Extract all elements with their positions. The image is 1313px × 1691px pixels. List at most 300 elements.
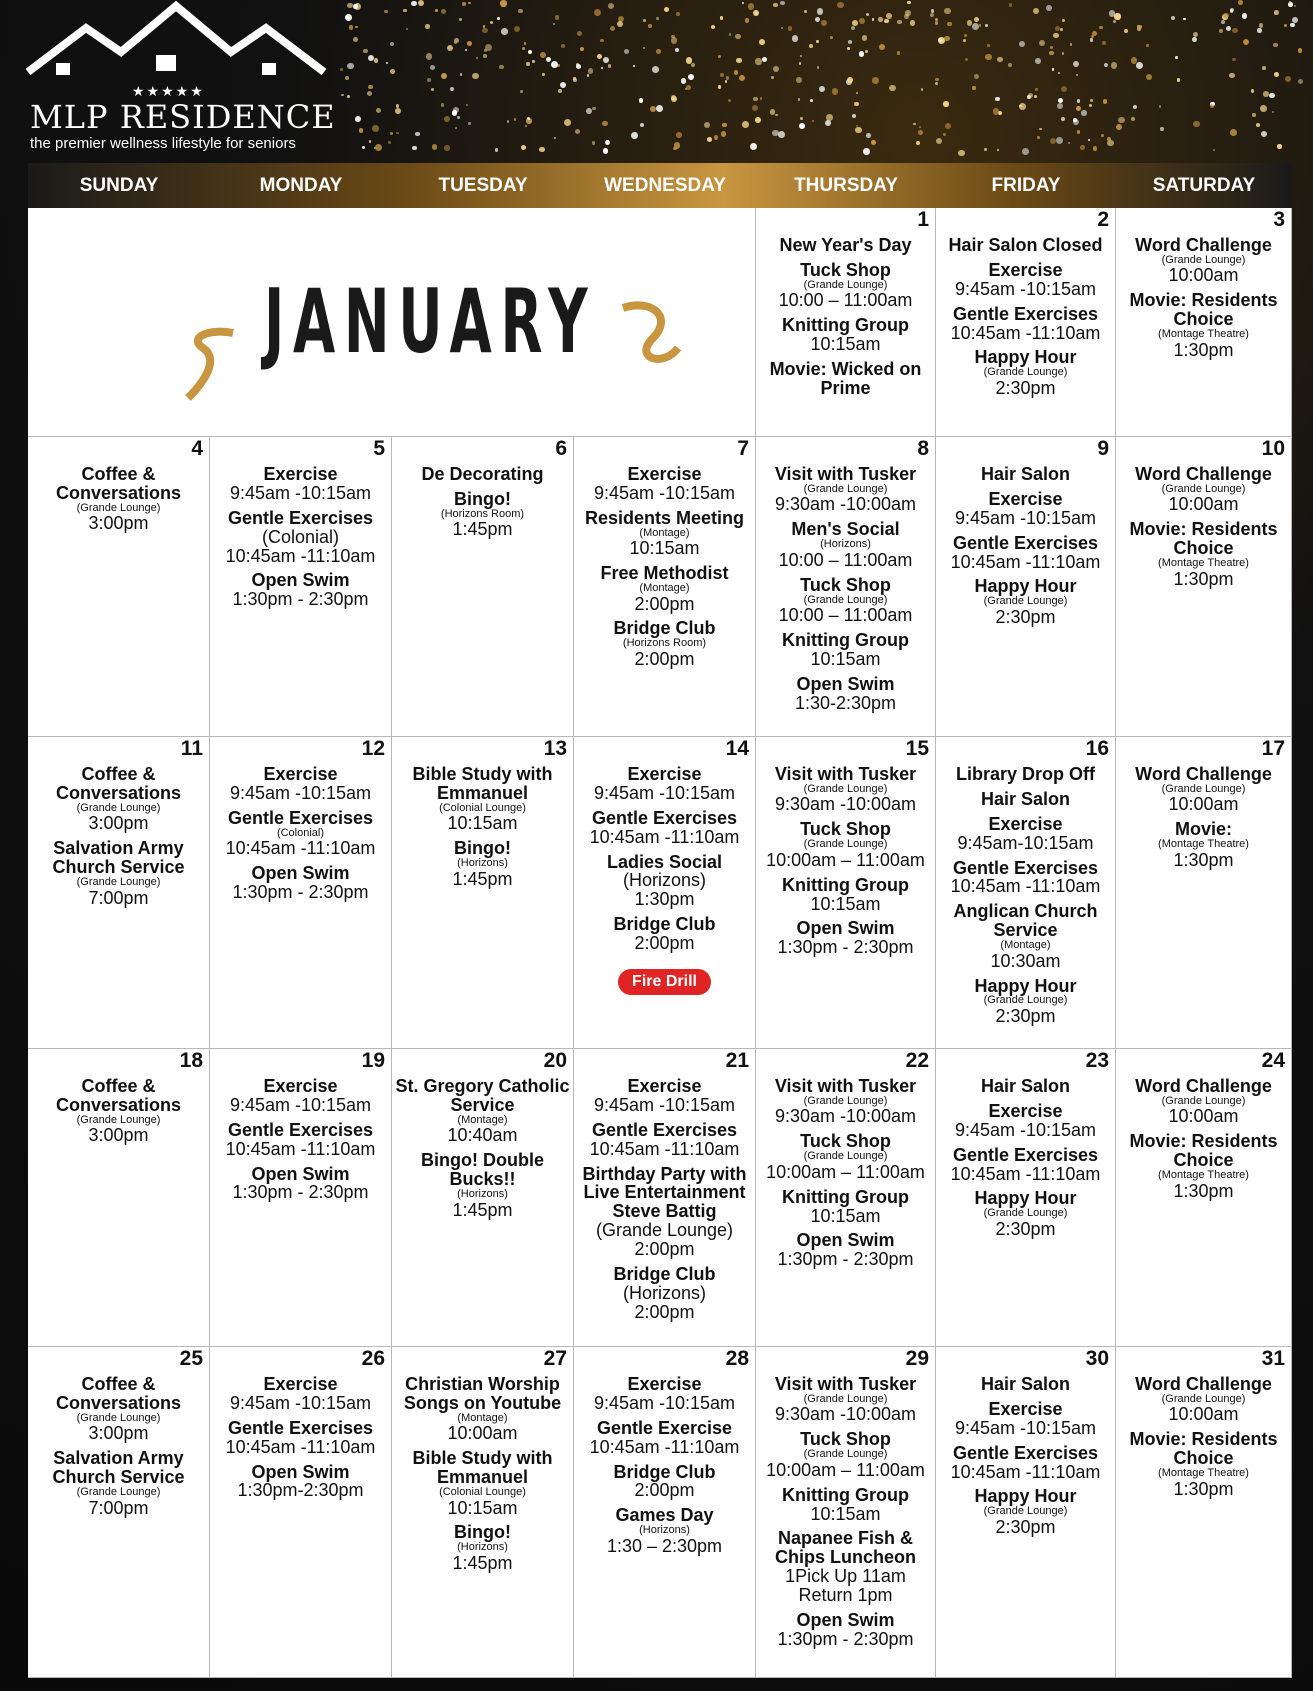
- confetti-dot: [1081, 110, 1087, 116]
- event-time: 1:30pm: [1173, 1180, 1234, 1201]
- confetti-dot: [762, 57, 767, 62]
- confetti-dot: [910, 20, 916, 26]
- calendar-event: [212, 1121, 389, 1159]
- event-time: 3:00pm: [88, 1125, 149, 1146]
- day-number: 11: [180, 737, 203, 760]
- confetti-dot: [1053, 33, 1059, 39]
- confetti-dot: [944, 8, 951, 15]
- event-title: Exercise: [988, 1398, 1063, 1419]
- confetti-dot: [821, 20, 827, 26]
- event-location: (Montage): [639, 526, 690, 539]
- day-number: 28: [725, 1347, 749, 1370]
- confetti-dot: [1263, 91, 1269, 97]
- confetti-dot: [1226, 26, 1231, 31]
- confetti-dot: [728, 99, 732, 103]
- confetti-dot: [500, 0, 506, 6]
- confetti-dot: [347, 95, 350, 98]
- confetti-dot: [411, 1, 416, 6]
- event-location: (Montage Theatre): [1158, 838, 1249, 851]
- calendar-event: [938, 977, 1113, 1026]
- confetti-dot: [369, 140, 371, 142]
- event-time: 2:00pm: [634, 1301, 695, 1322]
- calendar-event: [938, 1400, 1113, 1438]
- calendar-event: [938, 902, 1113, 970]
- event-location: (Grande Lounge): [983, 366, 1068, 379]
- event-location: (Montage Theatre): [1158, 328, 1249, 341]
- confetti-dot: [444, 145, 449, 150]
- confetti-dot: [1104, 63, 1108, 67]
- confetti-dot: [1193, 121, 1199, 127]
- calendar-event: [1118, 1077, 1289, 1126]
- confetti-dot: [1116, 124, 1122, 130]
- event-title: Movie: Residents Choice: [1129, 290, 1278, 330]
- calendar-event: [576, 1463, 753, 1501]
- confetti-dot: [1050, 138, 1056, 144]
- confetti-dot: [1232, 58, 1236, 62]
- day-number: 18: [179, 1049, 203, 1072]
- day-number: 15: [905, 737, 929, 760]
- confetti-dot: [817, 8, 823, 14]
- event-title: Knitting Group: [782, 1186, 909, 1207]
- confetti-dot: [631, 132, 638, 139]
- calendar-event: [1118, 236, 1289, 285]
- event-location: (Grande Lounge): [803, 838, 888, 851]
- confetti-dot: [750, 143, 757, 150]
- weekday-friday: FRIDAY: [991, 174, 1061, 196]
- confetti-dot: [800, 55, 802, 57]
- confetti-dot: [656, 49, 661, 54]
- event-time: 7:00pm: [88, 887, 149, 908]
- confetti-dot: [452, 110, 457, 115]
- calendar-event: [938, 790, 1113, 809]
- event-time: 10:45am -11:10am: [589, 1138, 740, 1159]
- event-location: (Grande Lounge): [803, 1392, 888, 1405]
- day-cell: [756, 1347, 936, 1678]
- event-location: (Grande Lounge): [983, 994, 1068, 1007]
- confetti-dot: [1102, 41, 1106, 45]
- confetti-dot: [460, 73, 463, 76]
- day-cell: [392, 437, 574, 737]
- confetti-dot: [340, 68, 343, 71]
- event-title: Happy Hour: [974, 576, 1077, 597]
- event-location: (Grande Lounge): [803, 278, 888, 291]
- confetti-dot: [1290, 23, 1294, 27]
- calendar-event: [938, 765, 1113, 784]
- event-time: 2:30pm: [995, 1218, 1056, 1239]
- calendar-event: [576, 619, 753, 668]
- month-title-box: [28, 208, 756, 437]
- confetti-dot: [974, 17, 979, 22]
- event-time: 2:00pm: [634, 648, 695, 669]
- confetti-dot: [742, 121, 749, 128]
- calendar-event: [576, 809, 753, 847]
- event-title: Exercise: [627, 1374, 702, 1394]
- confetti-dot: [1131, 117, 1135, 121]
- event-location: (Montage Theatre): [1158, 1169, 1249, 1182]
- confetti-dot: [1039, 40, 1045, 46]
- calendar-event: [758, 1486, 933, 1524]
- confetti-dot: [674, 142, 680, 148]
- confetti-dot: [588, 68, 593, 73]
- confetti-dot: [355, 26, 358, 29]
- weekday-sunday: SUNDAY: [79, 174, 159, 196]
- confetti-dot: [1056, 137, 1063, 144]
- brand-tagline: the premier wellness lifestyle for seniors: [30, 135, 296, 152]
- event-location: (Grande Lounge): [803, 593, 888, 606]
- confetti-dot: [341, 94, 344, 97]
- confetti-dot: [576, 64, 581, 69]
- confetti-dot: [987, 44, 990, 47]
- event-location: (Horizons Room): [622, 637, 707, 650]
- calendar-event: [576, 1165, 753, 1259]
- day-number: 16: [1085, 737, 1109, 760]
- calendar-event: [758, 820, 933, 869]
- confetti-dot: [671, 96, 677, 102]
- confetti-dot: [943, 101, 948, 106]
- confetti-dot: [403, 9, 407, 13]
- event-location: (Horizons): [457, 857, 508, 870]
- confetti-dot: [675, 48, 679, 52]
- calendar-event: [758, 631, 933, 669]
- event-location: (Grande Lounge): [983, 595, 1068, 608]
- confetti-dot: [859, 18, 865, 24]
- confetti-dot: [916, 141, 920, 145]
- calendar-event: [212, 809, 389, 858]
- day-cell: [936, 1347, 1116, 1678]
- confetti-dot: [798, 98, 801, 101]
- confetti-dot: [1035, 88, 1038, 91]
- confetti-dot: [897, 20, 902, 25]
- confetti-dot: [739, 75, 745, 81]
- confetti-dot: [472, 73, 479, 80]
- confetti-dot: [1019, 103, 1026, 110]
- event-note: (Horizons): [622, 1282, 706, 1303]
- event-time: 1:30pm - 2:30pm: [232, 1182, 369, 1203]
- confetti-dot: [918, 130, 923, 135]
- confetti-dot: [1183, 18, 1186, 21]
- confetti-dot: [376, 108, 381, 113]
- calendar-event: [212, 1375, 389, 1413]
- confetti-dot: [476, 57, 478, 59]
- confetti-dot: [855, 127, 862, 134]
- confetti-dot: [656, 17, 659, 20]
- day-cell: [574, 737, 756, 1049]
- day-cell: [392, 737, 574, 1049]
- calendar-event: [758, 520, 933, 569]
- event-title: Gentle Exercises: [591, 1119, 738, 1140]
- confetti-dot: [726, 76, 729, 79]
- day-cell: [574, 1347, 756, 1678]
- confetti-dot: [804, 10, 807, 13]
- calendar-event: [938, 1077, 1113, 1096]
- confetti-dot: [1055, 26, 1060, 31]
- calendar-event: [30, 765, 207, 833]
- confetti-dot: [1062, 52, 1065, 55]
- event-location: (Horizons): [639, 1524, 690, 1537]
- event-title: Gentle Exercises: [591, 807, 738, 828]
- calendar-event: [758, 316, 933, 354]
- calendar-event: [212, 1077, 389, 1115]
- confetti-dot: [345, 76, 349, 80]
- confetti-dot: [656, 105, 663, 112]
- event-title: Hair Salon: [980, 1374, 1071, 1394]
- event-time: 1:45pm: [452, 868, 513, 889]
- event-title: Gentle Exercises: [952, 532, 1099, 553]
- calendar-event: [212, 864, 389, 902]
- confetti-dot: [1050, 46, 1053, 49]
- confetti-dot: [720, 73, 723, 76]
- confetti-dot: [788, 26, 793, 31]
- confetti-dot: [353, 4, 357, 8]
- event-time: 10:45am -11:10am: [950, 322, 1101, 343]
- confetti-dot: [921, 88, 924, 91]
- confetti-dot: [718, 85, 722, 89]
- confetti-dot: [1171, 16, 1175, 20]
- confetti-dot: [671, 37, 677, 43]
- confetti-dot: [605, 140, 611, 146]
- confetti-dot: [1101, 134, 1104, 137]
- confetti-dot: [778, 131, 785, 138]
- event-time: 2:30pm: [995, 1006, 1056, 1026]
- event-time: 9:45am -10:15am: [954, 278, 1097, 299]
- day-number: 14: [725, 737, 749, 760]
- confetti-dot: [459, 18, 462, 21]
- confetti-dot: [467, 41, 473, 47]
- event-time: 10:45am -11:10am: [225, 1436, 376, 1457]
- calendar-event: [576, 765, 753, 803]
- confetti-dot: [1061, 86, 1067, 92]
- event-time: 10:45am -11:10am: [950, 551, 1101, 572]
- confetti-dot: [979, 24, 981, 26]
- confetti-dot: [958, 150, 965, 157]
- event-time: 2:00pm: [634, 593, 695, 614]
- calendar-event: [758, 236, 933, 255]
- confetti-dot: [676, 132, 681, 137]
- confetti-dot: [826, 114, 833, 121]
- event-title: Tuck Shop: [800, 1131, 891, 1152]
- event-title: Anglican Church Service: [953, 901, 1098, 941]
- calendar-event: [394, 839, 571, 888]
- calendar-event: [758, 1375, 933, 1424]
- confetti-dot: [1193, 32, 1198, 37]
- confetti-dot: [1274, 72, 1280, 78]
- event-time: 10:45am -11:10am: [950, 1163, 1101, 1184]
- confetti-dot: [466, 104, 469, 107]
- confetti-dot: [775, 114, 778, 117]
- confetti-dot: [945, 123, 951, 129]
- confetti-dot: [748, 3, 754, 9]
- confetti-dot: [648, 24, 652, 28]
- event-location: (Montage Theatre): [1158, 1467, 1249, 1480]
- confetti-dot: [1251, 89, 1254, 92]
- confetti-dot: [862, 35, 867, 40]
- day-cell: [392, 1347, 574, 1678]
- day-number: 10: [1261, 437, 1285, 460]
- confetti-dot: [468, 2, 470, 4]
- calendar-event: [30, 1449, 207, 1517]
- event-title: Salvation Army Church Service: [52, 1448, 185, 1488]
- confetti-dot: [815, 17, 820, 22]
- event-time: 3:00pm: [88, 513, 149, 534]
- confetti-dot: [1242, 13, 1247, 18]
- event-time: 10:30am: [990, 950, 1061, 971]
- confetti-dot: [1009, 3, 1013, 7]
- day-number: 27: [543, 1347, 567, 1370]
- confetti-dot: [759, 39, 765, 45]
- confetti-dot: [603, 57, 609, 63]
- day-cell: [210, 1049, 392, 1347]
- calendar-event: [938, 305, 1113, 343]
- event-title: Napanee Fish & Chips Luncheon: [775, 1528, 916, 1568]
- confetti-dot: [1232, 28, 1237, 33]
- day-number: 1: [917, 208, 929, 231]
- confetti-dot: [664, 7, 669, 12]
- event-location: (Grande Lounge): [1161, 1094, 1246, 1107]
- confetti-dot: [396, 132, 398, 134]
- confetti-dot: [773, 3, 777, 7]
- weekday-header: [28, 163, 1292, 208]
- confetti-dot: [935, 78, 938, 81]
- event-title: Men's Social: [791, 519, 900, 540]
- event-title: Bridge Club: [613, 1264, 716, 1285]
- confetti-dot: [521, 145, 526, 150]
- confetti-dot: [441, 73, 448, 80]
- event-time: 10:45am -11:10am: [589, 826, 740, 847]
- event-title: Gentle Exercises: [952, 1144, 1099, 1165]
- event-time: 1:30pm - 2:30pm: [777, 937, 914, 958]
- confetti-dot: [1111, 62, 1118, 69]
- calendar-event: [938, 859, 1113, 897]
- confetti-dot: [1028, 93, 1034, 99]
- event-location: (Montage Theatre): [1158, 557, 1249, 570]
- confetti-dot: [518, 9, 523, 14]
- calendar-event: [758, 876, 933, 914]
- calendar-event: [394, 1449, 571, 1517]
- weekday-saturday: SATURDAY: [1152, 174, 1256, 196]
- confetti-dot: [514, 26, 520, 32]
- event-title: Exercise: [263, 1374, 338, 1394]
- event-time: 10:15am: [810, 334, 881, 355]
- event-title: Library Drop Off: [955, 764, 1095, 784]
- confetti-dot: [639, 98, 643, 102]
- confetti-dot: [462, 2, 466, 6]
- event-title: Open Swim: [251, 1163, 350, 1184]
- confetti-dot: [600, 39, 603, 42]
- calendar-event: [938, 577, 1113, 626]
- confetti-dot: [594, 9, 601, 16]
- event-title: Word Challenge: [1135, 1076, 1272, 1096]
- calendar-event: [758, 465, 933, 514]
- confetti-dot: [483, 54, 487, 58]
- gold-ribbon-icon: [178, 318, 248, 408]
- confetti-dot: [1294, 5, 1296, 7]
- calendar-event: [758, 360, 933, 398]
- confetti-dot: [936, 138, 942, 144]
- event-title: Happy Hour: [974, 347, 1077, 368]
- confetti-dot: [497, 17, 500, 20]
- event-time: 1:30pm: [1173, 339, 1234, 360]
- event-location: (Montage): [639, 582, 690, 594]
- event-time: 10:00 – 11:00am: [778, 290, 913, 311]
- confetti-dot: [984, 148, 986, 150]
- calendar-event: [758, 919, 933, 957]
- confetti-dot: [1238, 0, 1243, 5]
- confetti-dot: [347, 3, 352, 8]
- event-location: (Grande Lounge): [76, 801, 161, 814]
- calendar-event: [212, 1165, 389, 1203]
- confetti-dot: [608, 64, 612, 68]
- confetti-dot: [1089, 104, 1092, 107]
- event-location: (Grande Lounge): [1161, 1392, 1246, 1405]
- confetti-dot: [1068, 142, 1070, 144]
- confetti-dot: [930, 13, 934, 17]
- confetti-dot: [878, 17, 882, 21]
- day-number: 12: [361, 737, 385, 760]
- calendar-event: [576, 1419, 753, 1457]
- event-title: Visit with Tusker: [774, 764, 917, 784]
- confetti-dot: [816, 40, 819, 43]
- event-title: Open Swim: [796, 673, 895, 694]
- confetti-dot: [1243, 39, 1249, 45]
- calendar-event: [576, 1375, 753, 1413]
- calendar-event: [576, 1506, 753, 1555]
- confetti-dot: [1060, 28, 1063, 31]
- event-title: Knitting Group: [782, 629, 909, 650]
- calendar-event: [758, 675, 933, 713]
- confetti-dot: [872, 18, 874, 20]
- confetti-dot: [457, 116, 460, 119]
- event-title: Open Swim: [796, 918, 895, 939]
- event-title: Gentle Exercises: [952, 857, 1099, 878]
- event-title: Open Swim: [251, 863, 350, 884]
- event-location: (Grande Lounge): [983, 1505, 1068, 1518]
- confetti-dot: [985, 24, 988, 27]
- event-time: 1:30pm - 2:30pm: [232, 589, 369, 610]
- event-time: 10:45am -11:10am: [225, 838, 376, 859]
- confetti-dot: [796, 77, 802, 83]
- calendar-event: [394, 465, 571, 484]
- event-location: (Horizons Room): [440, 507, 525, 520]
- event-title: Ladies Social: [606, 851, 723, 872]
- confetti-dot: [388, 141, 391, 144]
- event-title: Gentle Exercises: [227, 1417, 374, 1438]
- confetti-dot: [919, 126, 921, 128]
- event-title: Movie: Residents Choice: [1129, 1429, 1278, 1469]
- confetti-dot: [412, 146, 416, 150]
- calendar-event: [1118, 820, 1289, 869]
- calendar-event: [758, 1231, 933, 1269]
- confetti-dot: [349, 25, 353, 29]
- confetti-dot: [1090, 99, 1093, 102]
- confetti-dot: [587, 74, 589, 76]
- event-time: 9:45am -10:15am: [954, 1119, 1097, 1140]
- event-title: Gentle Exercises: [952, 303, 1099, 324]
- day-cell: [574, 437, 756, 737]
- event-time: 10:40am: [447, 1125, 518, 1146]
- confetti-dot: [1284, 24, 1287, 27]
- confetti-dot: [963, 39, 966, 42]
- confetti-dot: [1146, 74, 1152, 80]
- event-title: Happy Hour: [974, 1188, 1077, 1209]
- confetti-dot: [972, 86, 976, 90]
- confetti-dot: [1277, 144, 1281, 148]
- event-location: (Grande Lounge): [1161, 253, 1246, 266]
- event-time: 1:45pm: [452, 519, 513, 540]
- event-time: 2:30pm: [995, 606, 1056, 627]
- calendar-event: [576, 915, 753, 953]
- confetti-dot: [686, 85, 691, 90]
- day-cell: [28, 737, 210, 1049]
